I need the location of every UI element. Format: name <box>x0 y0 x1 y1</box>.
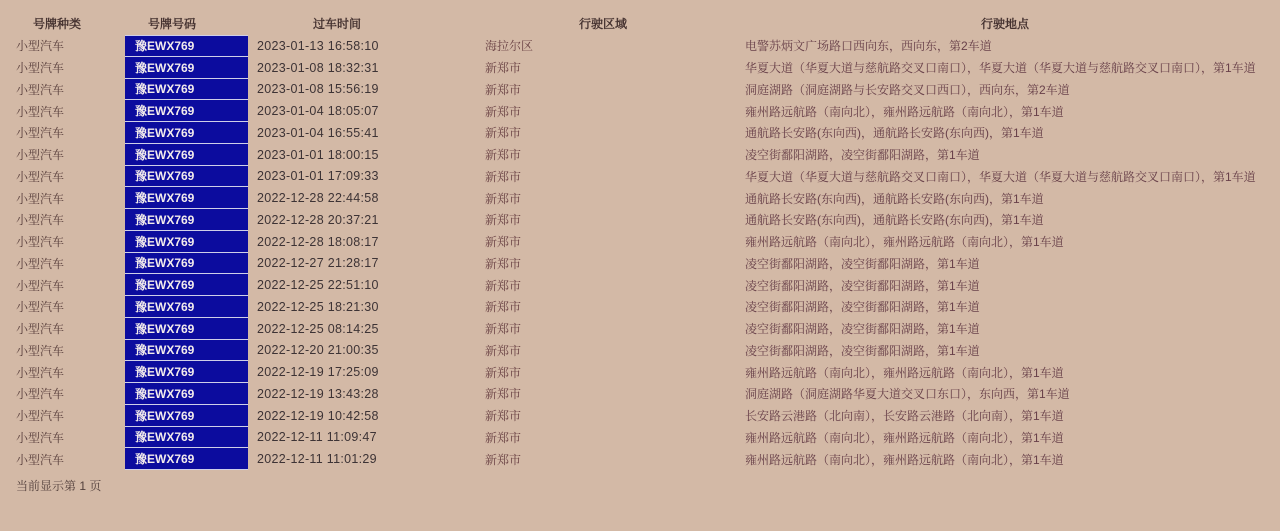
driving-location-cell: 凌空街鄱阳湖路，凌空街鄱阳湖路，第1车道 <box>745 256 980 271</box>
plate-type-cell: 小型汽车 <box>16 387 65 402</box>
pass-time-cell: 2022-12-20 21:00:35 <box>257 343 379 358</box>
plate-number-cell[interactable]: 豫EWX769 <box>125 296 248 318</box>
table-row <box>0 383 1280 405</box>
pass-time-cell: 2022-12-25 22:51:10 <box>257 278 379 293</box>
driving-location-cell: 凌空街鄱阳湖路，凌空街鄱阳湖路，第1车道 <box>745 148 980 163</box>
pass-time-cell: 2022-12-28 18:08:17 <box>257 234 379 249</box>
plate-type-cell: 小型汽车 <box>16 343 65 358</box>
plate-number-cell[interactable]: 豫EWX769 <box>125 166 248 188</box>
header-pass-time: 过车时间 <box>312 17 362 31</box>
table-body <box>0 35 1280 470</box>
plate-type-cell: 小型汽车 <box>16 148 65 163</box>
plate-number-cell[interactable]: 豫EWX769 <box>125 427 248 449</box>
plate-number-cell[interactable]: 豫EWX769 <box>125 253 248 275</box>
driving-location-cell: 洞庭湖路（洞庭湖路与长安路交叉口西口），西向东，第2车道 <box>745 82 1070 97</box>
plate-type-cell: 小型汽车 <box>16 191 65 206</box>
table-row <box>0 296 1280 318</box>
plate-type-cell: 小型汽车 <box>16 300 65 315</box>
driving-location-cell: 通航路长安路(东向西)，通航路长安路(东向西)，第1车道 <box>745 213 1044 228</box>
driving-area-cell: 新郑市 <box>485 300 522 315</box>
plate-number-cell[interactable]: 豫EWX769 <box>125 274 248 296</box>
plate-type-cell: 小型汽车 <box>16 430 65 445</box>
table-row <box>0 231 1280 253</box>
table-row <box>0 57 1280 79</box>
plate-type-cell: 小型汽车 <box>16 256 65 271</box>
table-row <box>0 100 1280 122</box>
plate-number-cell[interactable]: 豫EWX769 <box>125 144 248 166</box>
table-row <box>0 166 1280 188</box>
plate-number-cell[interactable]: 豫EWX769 <box>125 79 248 101</box>
driving-location-cell: 华夏大道（华夏大道与慈航路交叉口南口），华夏大道（华夏大道与慈航路交叉口南口），第1车道 <box>745 61 1256 76</box>
driving-location-cell: 华夏大道（华夏大道与慈航路交叉口南口），华夏大道（华夏大道与慈航路交叉口南口），第1车道 <box>745 169 1256 184</box>
pass-time-cell: 2022-12-11 11:01:29 <box>257 452 377 467</box>
driving-area-cell: 新郑市 <box>485 82 522 97</box>
pass-time-cell: 2022-12-27 21:28:17 <box>257 256 379 271</box>
plate-type-cell: 小型汽车 <box>16 213 65 228</box>
driving-area-cell: 新郑市 <box>485 409 522 424</box>
driving-area-cell: 新郑市 <box>485 256 522 271</box>
table-row <box>0 340 1280 362</box>
header-plate-type: 号牌种类 <box>32 17 82 31</box>
plate-number-cell[interactable]: 豫EWX769 <box>125 231 248 253</box>
driving-area-cell: 新郑市 <box>485 365 522 380</box>
plate-type-cell: 小型汽车 <box>16 452 65 467</box>
plate-number-cell[interactable]: 豫EWX769 <box>125 100 248 122</box>
pass-time-cell: 2022-12-19 13:43:28 <box>257 386 379 401</box>
table-row <box>0 35 1280 57</box>
plate-number-cell[interactable]: 豫EWX769 <box>125 35 248 57</box>
plate-type-cell: 小型汽车 <box>16 104 65 119</box>
driving-location-cell: 雍州路远航路（南向北），雍州路远航路（南向北），第1车道 <box>745 365 1064 380</box>
pass-time-cell: 2023-01-04 16:55:41 <box>257 125 379 140</box>
plate-number-cell[interactable]: 豫EWX769 <box>125 57 248 79</box>
table-row <box>0 253 1280 275</box>
pass-time-cell: 2022-12-19 17:25:09 <box>257 365 379 380</box>
plate-number-cell[interactable]: 豫EWX769 <box>125 340 248 362</box>
driving-location-cell: 洞庭湖路（洞庭湖路华夏大道交叉口东口），东向西，第1车道 <box>745 387 1070 402</box>
driving-location-cell: 长安路云港路（北向南），长安路云港路（北向南），第1车道 <box>745 409 1064 424</box>
plate-type-cell: 小型汽车 <box>16 39 65 54</box>
driving-location-cell: 雍州路远航路（南向北），雍州路远航路（南向北），第1车道 <box>745 235 1064 250</box>
driving-area-cell: 新郑市 <box>485 148 522 163</box>
table-row <box>0 405 1280 427</box>
driving-location-cell: 凌空街鄱阳湖路，凌空街鄱阳湖路，第1车道 <box>745 343 980 358</box>
driving-location-cell: 雍州路远航路（南向北），雍州路远航路（南向北），第1车道 <box>745 104 1064 119</box>
table-row <box>0 274 1280 296</box>
plate-number-cell[interactable]: 豫EWX769 <box>125 318 248 340</box>
pass-time-cell: 2022-12-25 18:21:30 <box>257 299 379 314</box>
driving-location-cell: 通航路长安路(东向西)，通航路长安路(东向西)，第1车道 <box>745 191 1044 206</box>
driving-area-cell: 新郑市 <box>485 213 522 228</box>
driving-area-cell: 新郑市 <box>485 322 522 337</box>
plate-type-cell: 小型汽车 <box>16 409 65 424</box>
table-row <box>0 144 1280 166</box>
plate-type-cell: 小型汽车 <box>16 61 65 76</box>
table-row <box>0 427 1280 449</box>
pass-time-cell: 2022-12-28 20:37:21 <box>257 212 379 227</box>
plate-type-cell: 小型汽车 <box>16 82 65 97</box>
table-row <box>0 122 1280 144</box>
plate-type-cell: 小型汽车 <box>16 235 65 250</box>
plate-type-cell: 小型汽车 <box>16 126 65 141</box>
driving-area-cell: 新郑市 <box>485 343 522 358</box>
driving-area-cell: 新郑市 <box>485 126 522 141</box>
plate-number-cell[interactable]: 豫EWX769 <box>125 448 248 470</box>
driving-area-cell: 新郑市 <box>485 430 522 445</box>
driving-area-cell: 新郑市 <box>485 387 522 402</box>
pass-time-cell: 2022-12-19 10:42:58 <box>257 408 379 423</box>
driving-location-cell: 凌空街鄱阳湖路，凌空街鄱阳湖路，第1车道 <box>745 278 980 293</box>
driving-area-cell: 新郑市 <box>485 104 522 119</box>
driving-area-cell: 新郑市 <box>485 191 522 206</box>
table-row <box>0 448 1280 470</box>
pass-time-cell: 2023-01-04 18:05:07 <box>257 104 379 119</box>
driving-area-cell: 新郑市 <box>485 452 522 467</box>
table-row <box>0 361 1280 383</box>
driving-area-cell: 新郑市 <box>485 169 522 184</box>
header-driving-area: 行驶区域 <box>578 17 628 31</box>
plate-number-cell[interactable]: 豫EWX769 <box>125 209 248 231</box>
plate-number-cell[interactable]: 豫EWX769 <box>125 361 248 383</box>
pass-time-cell: 2023-01-13 16:58:10 <box>257 38 379 53</box>
plate-type-cell: 小型汽车 <box>16 322 65 337</box>
table-row <box>0 187 1280 209</box>
plate-type-cell: 小型汽车 <box>16 365 65 380</box>
plate-number-cell[interactable]: 豫EWX769 <box>125 122 248 144</box>
driving-area-cell: 新郑市 <box>485 278 522 293</box>
table-row <box>0 209 1280 231</box>
pass-time-cell: 2023-01-01 18:00:15 <box>257 147 379 162</box>
plate-type-cell: 小型汽车 <box>16 169 65 184</box>
header-driving-location: 行驶地点 <box>980 17 1030 31</box>
plate-number-cell[interactable]: 豫EWX769 <box>125 383 248 405</box>
pass-time-cell: 2023-01-08 18:32:31 <box>257 60 379 75</box>
pass-time-cell: 2022-12-28 22:44:58 <box>257 191 379 206</box>
header-plate-number: 号牌号码 <box>147 17 197 31</box>
pass-time-cell: 2023-01-08 15:56:19 <box>257 82 379 97</box>
driving-location-cell: 雍州路远航路（南向北），雍州路远航路（南向北），第1车道 <box>745 452 1064 467</box>
plate-number-cell[interactable]: 豫EWX769 <box>125 405 248 427</box>
driving-location-cell: 凌空街鄱阳湖路，凌空街鄱阳湖路，第1车道 <box>745 300 980 315</box>
pass-time-cell: 2022-12-11 11:09:47 <box>257 430 377 445</box>
table-row <box>0 318 1280 340</box>
driving-location-cell: 通航路长安路(东向西)，通航路长安路(东向西)，第1车道 <box>745 126 1044 141</box>
driving-location-cell: 雍州路远航路（南向北），雍州路远航路（南向北），第1车道 <box>745 430 1064 445</box>
pass-time-cell: 2023-01-01 17:09:33 <box>257 169 379 184</box>
plate-type-cell: 小型汽车 <box>16 278 65 293</box>
driving-location-cell: 电警苏炳文广场路口西向东，西向东，第2车道 <box>745 39 992 54</box>
driving-area-cell: 海拉尔区 <box>485 39 534 54</box>
driving-area-cell: 新郑市 <box>485 61 522 76</box>
driving-area-cell: 新郑市 <box>485 235 522 250</box>
plate-number-cell[interactable]: 豫EWX769 <box>125 187 248 209</box>
driving-location-cell: 凌空街鄱阳湖路，凌空街鄱阳湖路，第1车道 <box>745 322 980 337</box>
table-row <box>0 79 1280 101</box>
pager-status: 当前显示第 1 页 <box>16 479 102 493</box>
pass-time-cell: 2022-12-25 08:14:25 <box>257 321 379 336</box>
